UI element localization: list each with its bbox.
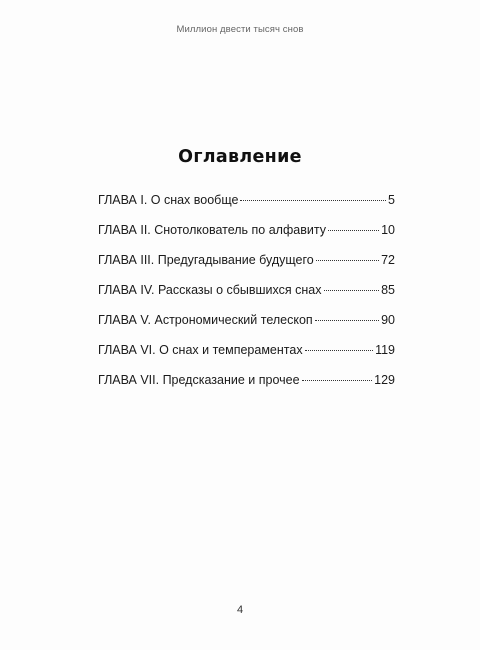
- running-header: Миллион двести тысяч снов: [176, 24, 304, 35]
- toc-entry-chapter-4[interactable]: [98, 283, 395, 313]
- toc-entry-chapter-6[interactable]: [98, 343, 395, 373]
- toc-entry-page: 85: [381, 283, 395, 297]
- toc-entry-page: 10: [381, 223, 395, 237]
- toc-entry-label: ГЛАВА I. О снах вообще: [98, 193, 239, 207]
- toc-entry-chapter-1[interactable]: [98, 193, 395, 223]
- toc-dot-leader: [302, 380, 373, 381]
- toc-entry-label: ГЛАВА VI. О снах и темпераментах: [98, 343, 303, 357]
- toc-entry-label: ГЛАВА IV. Рассказы о сбывшихся снах: [98, 283, 322, 297]
- toc-entry-label: ГЛАВА VII. Предсказание и прочее: [98, 373, 300, 387]
- page-number: 4: [236, 604, 244, 616]
- toc-entry-page: 119: [375, 343, 395, 357]
- toc-entry-label: ГЛАВА III. Предугадывание будущего: [98, 253, 314, 267]
- toc-entry-chapter-5[interactable]: [98, 313, 395, 343]
- toc-dot-leader: [316, 260, 379, 261]
- toc-entry-chapter-7[interactable]: [98, 373, 395, 403]
- toc-entry-page: 90: [381, 313, 395, 327]
- toc-list: [98, 193, 395, 403]
- toc-entry-label: ГЛАВА V. Астрономический телескоп: [98, 313, 313, 327]
- toc-dot-leader: [305, 350, 373, 351]
- toc-entry-page: 72: [381, 253, 395, 267]
- toc-dot-leader: [240, 200, 386, 201]
- toc-dot-leader: [324, 290, 380, 291]
- toc-entry-page: 5: [388, 193, 395, 207]
- toc-entry-chapter-3[interactable]: [98, 253, 395, 283]
- toc-title: Оглавление: [178, 147, 302, 167]
- toc-dot-leader: [315, 320, 379, 321]
- toc-entry-label: ГЛАВА II. Снотолкователь по алфавиту: [98, 223, 326, 237]
- toc-dot-leader: [328, 230, 379, 231]
- toc-entry-chapter-2[interactable]: [98, 223, 395, 253]
- toc-entry-page: 129: [374, 373, 395, 387]
